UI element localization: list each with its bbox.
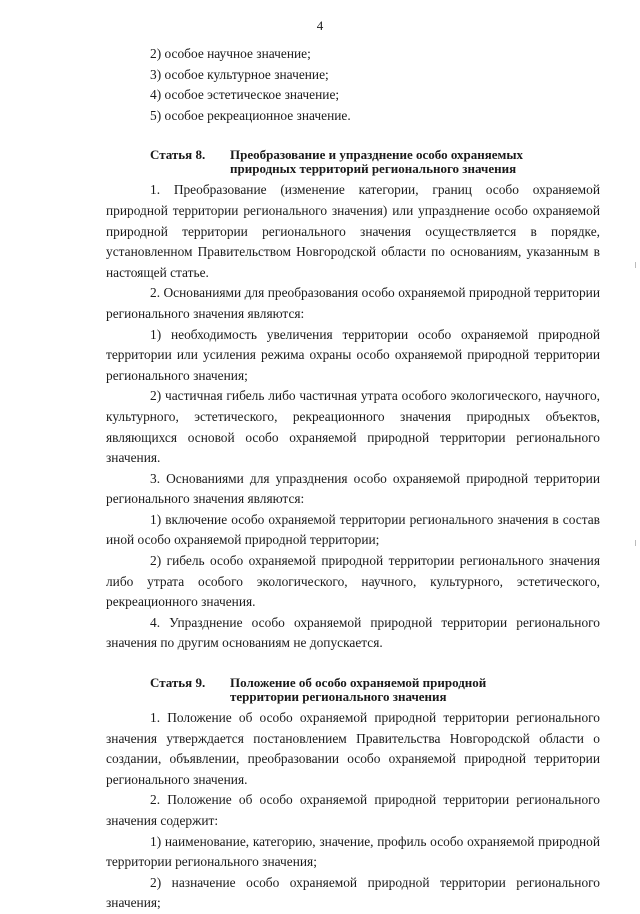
article-9-title	[230, 676, 600, 704]
page-number: 4	[316, 18, 324, 33]
article-9-paragraph: 2. Положение об особо охраняемой природной территории регионального значения содержит:	[106, 792, 600, 828]
list-item: 3) особое культурное значение;	[150, 66, 329, 82]
article-8-paragraph: 2. Основаниями для преобразования особо охраняемой природной территории регионального значения являются:	[106, 285, 600, 321]
scan-margin-mark	[635, 540, 636, 546]
document-body	[106, 44, 600, 914]
article-9-paragraph: 1. Положение об особо охраняемой природной территории регионального значения утверждается постановлением Правительства Новгородской области о создании, объявлении, преобразовании особо охраняемой природной территории регионального значения.	[106, 710, 600, 787]
list-item: 2) особое научное значение;	[150, 46, 311, 61]
article-9-paragraph: 1) наименование, категорию, значение, профиль особо охраняемой природной территории регионального значения;	[106, 833, 600, 870]
article-9-heading	[106, 676, 600, 704]
article-8-paragraph: 1) необходимость увеличения территории особо охраняемой природной территории или усиления режима охраны особо охраняемой природной территории регионального значения;	[106, 326, 600, 383]
article-9-number: Статья 9.	[150, 675, 206, 691]
article-9-title-line2: территории регионального значения	[230, 689, 447, 705]
list-item: 4) особое эстетическое значение;	[150, 87, 340, 103]
article-8-title-line2: природных территорий регионального значения	[230, 161, 517, 177]
scan-margin-mark	[635, 262, 636, 268]
list-item: 5) особое рекреационное значение.	[150, 107, 351, 123]
article-9-title-line1: Положение об особо охраняемой природной	[230, 675, 487, 691]
article-8-heading	[106, 148, 600, 176]
article-9-paragraph: 2) назначение особо охраняемой природной территории регионального значения;	[106, 874, 600, 911]
article-8-paragraph: 2) гибель особо охраняемой природной территории регионального значения либо утрата особого экологического, научного, культурного, эстетического, рекреационного значения.	[106, 553, 600, 610]
article-8-title	[230, 148, 600, 176]
article-8-paragraph: 2) частичная гибель либо частичная утрата особого экологического, научного, культурного, эстетического, рекреационного значения природных объектов, являющихся основой особо охраняемой природной территории регионального значения.	[106, 388, 600, 466]
article-8-number: Статья 8.	[150, 147, 206, 163]
article-8-paragraph: 1) включение особо охраняемой территории регионального значения в состав иной особо охраняемой природной территории;	[106, 511, 600, 548]
article-8-paragraph: 3. Основаниями для упразднения особо охраняемой природной территории регионального значения являются:	[106, 470, 600, 507]
article-8-paragraph: 4. Упразднение особо охраняемой природной территории регионального значения по другим основаниям не допускается.	[106, 614, 600, 651]
article-8-title-line1: Преобразование и упразднение особо охраняемых	[230, 147, 524, 163]
article-8-paragraph: 1. Преобразование (изменение категории, границ особо охраняемой природной территории регионального значения) или упразднение особо охраняемой природной территории регионального значения осуществляется в порядке, установленном Правительством Новгородской области по основаниям, указанным в настоящей статье.	[106, 182, 600, 280]
